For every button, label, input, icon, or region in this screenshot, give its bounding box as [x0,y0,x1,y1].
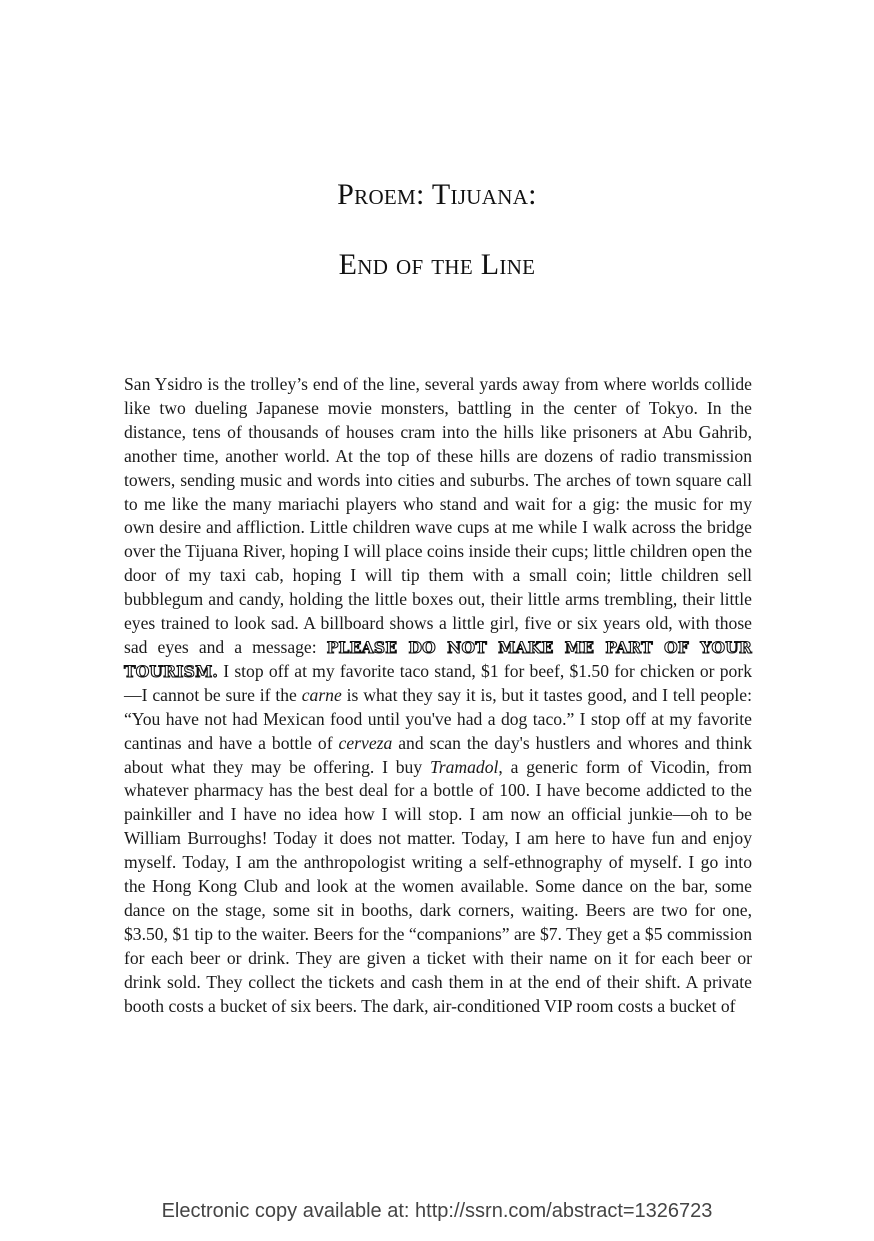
billboard-message: PLEASE DO NOT MAKE ME PART OF YOUR TOURISM. [124,637,752,681]
body-text-segment: , a generic form of Vicodin, from whatever pharmacy has the best deal for a bottle of 100. I have become addicted to the painkiller and I have no idea how I will stop. I am now an official junkie—oh to be William Burroughs! Today it does not matter. Today, I am here to have fun and enjoy myself. Today, I am the anthropologist writing a self-ethnography of myself. I go into the Hong Kong Club and look at the women available. Some dance on the bar, some dance on the stage, some sit in booths, dark corners, waiting. Beers are two for one, $3.50, $1 tip to the waiter. Beers for the “companions” are $7. They get a $5 commission for each beer or drink. They are given a ticket with their name on it for each beer or drink sold. They collect the tickets and cash them in at the end of their shift. A private booth costs a bucket of six beers. The dark, air-conditioned VIP room costs a bucket of [124,756,752,1016]
body-text [124,373,752,1018]
italic-term: carne [301,684,342,705]
body-text-segment: is what they say it is, but it tastes good, and I tell people: “You have not had Mexican food until you've had a dog taco.” I stop off at my favorite cantinas and have a bottle of [124,684,752,753]
italic-term: Tramadol [429,756,499,777]
body-text-segment: I stop off at my favorite taco stand, $1 for beef, $1.50 for chicken or pork—I cannot be sure if the [124,660,752,705]
ssrn-footer: Electronic copy available at: http://ssrn.com/abstract=1326723 [161,1200,713,1222]
italic-term: cerveza [338,732,393,753]
body-text-segment: San Ysidro is the trolley’s end of the line, several yards away from where worlds collide like two dueling Japanese movie monsters, battling in the center of Tokyo. In the distance, tens of thousands of houses cram into the hills like prisoners at Abu Gahrib, another time, another world. At the top of these hills are dozens of radio transmission towers, sending music and words into cities and suburbs. The arches of town square call to me like the many mariachi players who stand and wait for a gig: the music for my own desire and affliction. Little children wave cups at me while I walk across the bridge over the Tijuana River, hoping I will place coins inside their cups; little children open the door of my taxi cab, hoping I will tip them with a small coin; little children sell bubblegum and candy, holding the little boxes out, their little arms trembling, their little eyes trained to look sad. A billboard shows a little girl, five or six years old, with those sad eyes and a message: [124,374,752,657]
body-text-segment: and scan the day's hustlers and whores and think about what they may be offering. I buy [124,732,752,777]
body-paragraph [124,373,752,1018]
chapter-title-line-2: End of the Line [338,248,536,281]
chapter-title-line-1: Proem: Tijuana: [337,178,537,211]
